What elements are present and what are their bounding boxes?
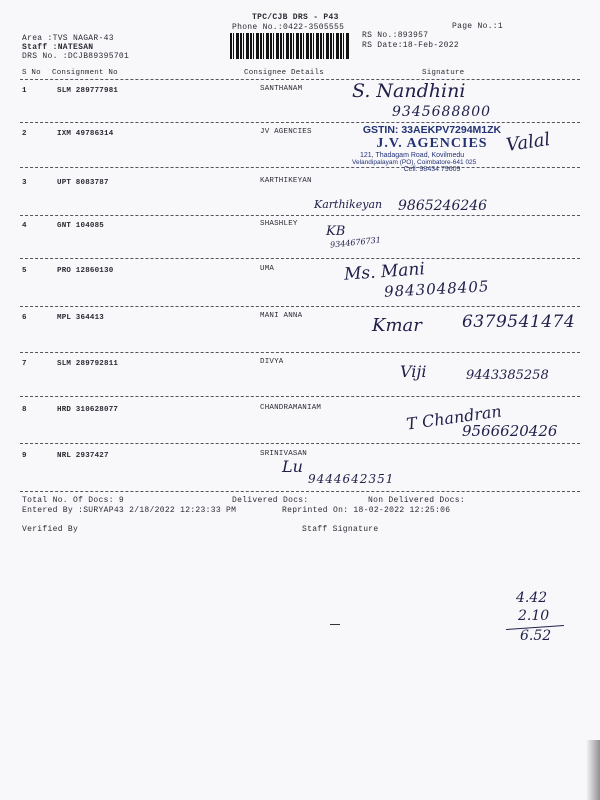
row-9-consignee: SRINIVASAN: [260, 450, 308, 458]
page-number: Page No.:1: [452, 22, 504, 31]
stamp-gstin: GSTIN: 33AEKPV7294M1ZK: [362, 124, 502, 136]
staff-label: Staff :NATESAN: [22, 43, 94, 52]
row-5-signature: Ms. Mani: [343, 259, 426, 285]
jv-agencies-stamp: [342, 124, 522, 173]
row-2-consignment: IXM 49786314: [57, 130, 114, 138]
row-5-consignment: PRO 12860130: [57, 267, 114, 275]
row-6-phone: 6379541474: [462, 312, 576, 332]
area-label: Area :TVS NAGAR-43: [22, 34, 114, 43]
row-1-consignee: SANTHANAM: [260, 85, 303, 93]
row-7-consignment: SLM 289792811: [57, 360, 119, 368]
row-8-sno: 8: [22, 406, 27, 414]
row-2-sno: 2: [22, 130, 27, 138]
row-6-signature: Kmar: [372, 315, 422, 336]
row-9-consignment: NRL 2937427: [57, 452, 109, 460]
row-6-consignment: MPL 364413: [57, 314, 105, 322]
phone-number: Phone No.:0422-3505555: [232, 23, 345, 32]
reprinted-on: Reprinted On: 18-02-2022 12:25:06: [282, 506, 451, 515]
drs-number: DRS No. :DCJB89395701: [22, 52, 130, 61]
calc-line-2: 2.10: [518, 608, 550, 624]
row-3-consignee: KARTHIKEYAN: [260, 177, 312, 185]
col-signature: Signature: [422, 69, 465, 77]
row-1-signature: S. Nandhini: [352, 80, 466, 102]
row-1-phone: 9345688800: [392, 104, 492, 120]
row-7-phone: 9443385258: [466, 368, 549, 383]
row-9-signature: Lu: [282, 457, 303, 476]
total-docs: Total No. Of Docs: 9: [22, 496, 125, 505]
delivered-docs: Delivered Docs:: [232, 496, 309, 505]
header-divider: [20, 79, 580, 80]
row-2-signature: Valal: [504, 129, 552, 156]
stamp-company: J.V. AGENCIES: [376, 136, 488, 151]
staff-signature: Staff Signature: [302, 525, 379, 534]
rs-number: RS No.:893957: [362, 31, 429, 40]
row-divider: [20, 443, 580, 444]
calc-line-1: 4.42: [516, 590, 548, 606]
row-divider: [20, 306, 580, 307]
row-divider: [20, 396, 580, 397]
row-5-consignee: UMA: [260, 265, 275, 273]
stamp-address-2: Velandipalayam (PO), Coimbatore-641 025: [352, 159, 477, 166]
footer-divider: [20, 491, 580, 492]
row-6-consignee: MANI ANNA: [260, 312, 303, 320]
row-7-consignee: DIVYA: [260, 358, 284, 366]
row-4-signature: KB: [326, 224, 346, 239]
calc-total: 6.52: [520, 628, 552, 644]
row-8-consignment: HRD 310628077: [57, 406, 119, 414]
row-3-sno: 3: [22, 179, 27, 187]
rs-date: RS Date:18-Feb-2022: [362, 41, 459, 50]
row-7-sno: 7: [22, 360, 27, 368]
row-4-sno: 4: [22, 222, 27, 230]
row-1-consignment: SLM 289777981: [57, 87, 119, 95]
row-divider: [20, 215, 580, 216]
row-4-consignment: GNT 104085: [57, 222, 105, 230]
row-9-phone: 9444642351: [308, 472, 395, 486]
stamp-address-1: 121, Thadagam Road, Kovilmedu: [360, 152, 465, 159]
row-divider: [20, 258, 580, 259]
row-divider: [20, 167, 580, 168]
row-5-sno: 5: [22, 267, 27, 275]
col-consignment: Consignment No: [52, 69, 118, 77]
col-sno: S No: [22, 69, 41, 77]
row-3-signature: Karthikeyan: [314, 198, 383, 211]
scan-edge-shadow: [586, 740, 600, 800]
row-7-signature: Viji: [400, 362, 427, 381]
row-divider: [20, 122, 580, 123]
row-4-consignee: SHASHLEY: [260, 220, 298, 228]
row-3-phone: 9865246246: [398, 198, 488, 214]
drs-title: TPC/CJB DRS - P43: [252, 13, 339, 22]
verified-by: Verified By: [22, 525, 79, 534]
row-8-phone: 9566620426: [462, 422, 558, 440]
row-4-phone: 9344676731: [329, 235, 382, 250]
row-1-sno: 1: [22, 87, 27, 95]
stamp-cell: Cell: 98434 79609: [403, 166, 461, 173]
row-divider: [20, 352, 580, 353]
barcode-icon: [230, 33, 350, 59]
row-8-signature: T Chandran: [405, 401, 503, 434]
non-delivered-docs: Non Delivered Docs:: [368, 496, 465, 505]
row-6-sno: 6: [22, 314, 27, 322]
row-2-consignee: JV AGENCIES: [260, 128, 312, 136]
pen-mark: [330, 624, 340, 625]
entered-by: Entered By :SURYAP43 2/18/2022 12:23:33 PM: [22, 506, 237, 515]
row-3-consignment: UPT 8083787: [57, 179, 109, 187]
row-8-consignee: CHANDRAMANIAM: [260, 404, 322, 412]
row-5-phone: 9843048405: [383, 277, 490, 301]
col-consignee: Consignee Details: [244, 69, 324, 77]
row-9-sno: 9: [22, 452, 27, 460]
